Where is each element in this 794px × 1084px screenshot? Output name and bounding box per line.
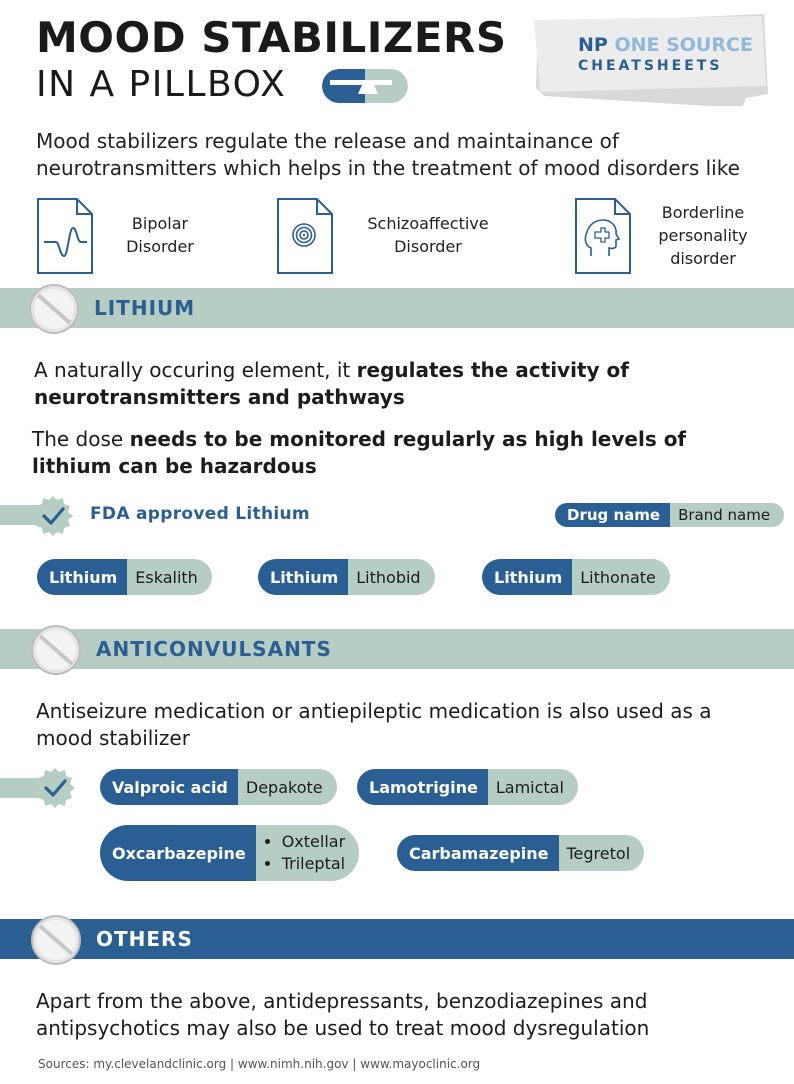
drug-chip-lithium-lithobid: Lithium Lithobid: [258, 559, 435, 595]
drug-chip-lamotrigine: Lamotrigine Lamictal: [357, 769, 578, 805]
logo-tagline: CHEATSHEETS: [578, 58, 723, 74]
tablet-pill-icon: [30, 914, 80, 964]
spiral-document-icon: [277, 198, 331, 272]
tablet-pill-icon: [30, 624, 80, 674]
section-title-anticonvulsants: ANTICONVULSANTS: [96, 637, 332, 661]
drug-chip-lithium-eskalith: Lithium Eskalith: [37, 559, 212, 595]
fda-approved-heading: FDA approved Lithium: [90, 504, 310, 524]
capsule-pill-icon: [322, 69, 408, 103]
intro-text: Mood stabilizers regulate the release and maintainance of neurotransmitters which helps in the treatment of mood disorders like: [36, 129, 740, 180]
tablet-pill-icon: [28, 283, 78, 333]
logo-wordmark: NP ONE SOURCE: [578, 34, 753, 56]
section-title-others: OTHERS: [96, 927, 193, 951]
condition-borderline: Borderline personality disorder: [658, 203, 748, 268]
check-badge-icon: [33, 496, 71, 534]
lithium-dosage-note: The dose needs to be monitored regularly as high levels of lithium can be hazardous: [32, 427, 687, 478]
sources-footer: Sources: my.clevelandclinic.org | www.nimh.nih.gov | www.mayoclinic.org: [38, 1057, 481, 1071]
check-badge-icon: [35, 768, 73, 806]
legend-chip: [555, 503, 784, 527]
condition-schizoaffective: Schizoaffective Disorder: [367, 214, 489, 256]
page-title: MOOD STABILIZERS: [36, 13, 507, 62]
drug-chip-lithium-lithonate: Lithium Lithonate: [482, 559, 670, 595]
legend-drug-name: Drug name: [555, 503, 670, 527]
drug-chip-valproic-acid: Valproic acid Depakote: [100, 769, 337, 805]
others-description: Apart from the above, antidepressants, benzodiazepines and antipsychotics may also be used to treat mood dysregulation: [36, 989, 650, 1040]
page-subtitle: IN A PILLBOX: [36, 64, 287, 105]
drug-chip-carbamazepine: Carbamazepine Tegretol: [397, 835, 644, 871]
drug-chip-oxcarbazepine: Oxcarbazepine • Oxtellar • Trileptal: [100, 825, 359, 881]
legend-brand-name: Brand name: [670, 503, 784, 527]
head-puzzle-document-icon: [575, 198, 629, 272]
waveform-document-icon: [37, 198, 91, 272]
anticonvulsants-description: Antiseizure medication or antiepileptic medication is also used as a mood stabilizer: [36, 699, 712, 750]
section-title-lithium: LITHIUM: [94, 296, 196, 320]
condition-bipolar: Bipolar Disorder: [126, 214, 194, 256]
lithium-description: A naturally occuring element, it regulates the activity of neurotransmitters and pathways: [34, 358, 629, 409]
brand-list: • Oxtellar • Trileptal: [264, 831, 345, 875]
